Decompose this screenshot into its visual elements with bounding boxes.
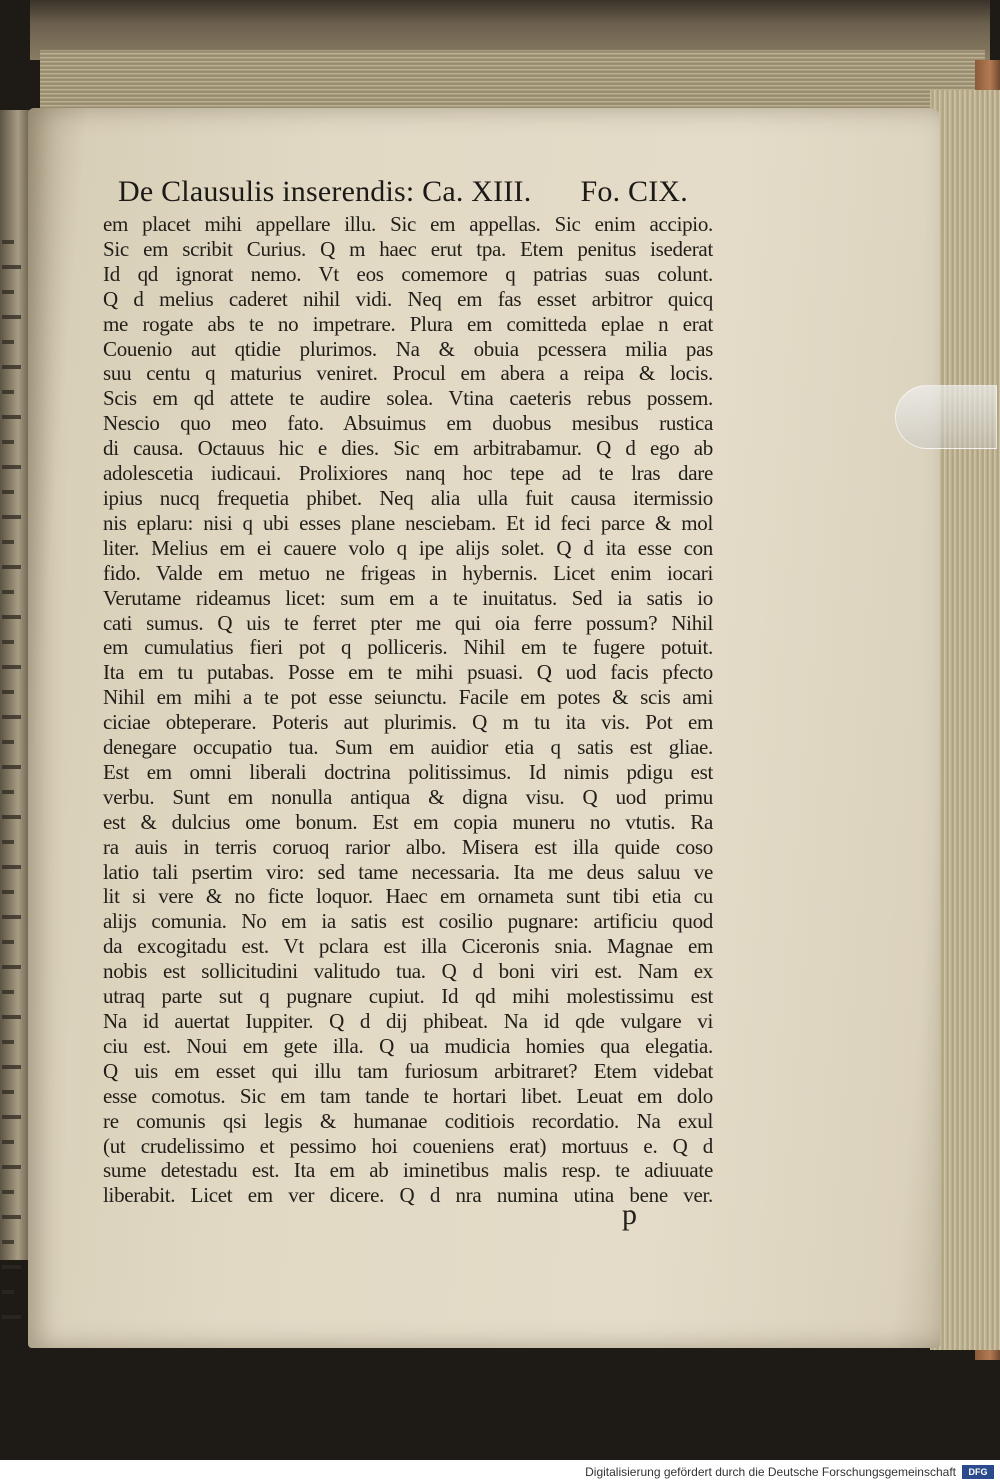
facing-text-fragment [2, 440, 14, 444]
facing-text-fragment [2, 1265, 21, 1269]
body-text [103, 212, 713, 1208]
text-line: Id qd ignorat nemo. Vt eos comemore q patrias suas colunt. [103, 261, 713, 286]
facing-text-fragment [2, 565, 21, 569]
page-clip [895, 385, 997, 449]
text-line: alijs comunia. No em ia satis est cosilio pugnare: artificiu quod [103, 909, 713, 934]
facing-page-edge [0, 110, 30, 1260]
text-line: cati sumus. Q uis te ferret pter me qui oia ferre possum? Nihil [103, 610, 713, 635]
facing-text-fragment [2, 1190, 14, 1194]
text-line: Na id auertat Iuppiter. Q d dij phibeat. Na id qde vulgare vi [103, 1009, 713, 1033]
footer-bar [0, 1460, 1000, 1483]
facing-text-fragment [2, 315, 21, 319]
text-line: re comunis qsi legis & humanae coditiois recordatio. Na exul [103, 1108, 713, 1133]
text-line: ciciae obteperare. Poteris aut plurimis. Q m tu ita vis. Pot em [103, 710, 713, 735]
text-line: liberabit. Licet em ver dicere. Q d nra numina utina bene ver. [103, 1183, 713, 1208]
facing-text-fragment [2, 1215, 21, 1219]
facing-text-fragment [2, 490, 14, 494]
facing-text-fragment [2, 265, 21, 269]
facing-text-fragment [2, 240, 14, 244]
facing-text-fragment [2, 690, 14, 694]
facing-text-fragment [2, 1115, 21, 1119]
text-line: Q uis em esset qui illu tam furiosum arbitraret? Etem videbat [103, 1058, 713, 1083]
facing-text-fragment [2, 665, 21, 669]
facing-text-fragment [2, 515, 21, 519]
signature-mark: p [622, 1198, 637, 1231]
text-line: est & dulcius ome bonum. Est em copia muneru no vtutis. Ra [103, 809, 713, 834]
dfg-logo: DFG [962, 1465, 994, 1479]
text-line: (ut crudelissimo et pessimo hoi coueniens erat) mortuus e. Q d [103, 1133, 713, 1158]
facing-text-fragment [2, 765, 21, 769]
facing-text-fragment [2, 365, 21, 369]
text-line: di causa. Octauus hic e dies. Sic em arbitrabamur. Q d ego ab [103, 436, 713, 461]
facing-text-fragment [2, 540, 14, 544]
facing-text-fragment [2, 890, 14, 894]
facing-text-fragment [2, 290, 14, 294]
facing-text-fragment [2, 1015, 21, 1019]
text-line: nis eplaru: nisi q ubi esses plane nesciebam. Et id feci parce & mol [103, 510, 713, 535]
text-line: adolescetia iudicaui. Prolixiores nanq hoc tepe ad te lras dare [103, 461, 713, 486]
facing-text-fragment [2, 1165, 21, 1169]
text-line: em cumulatius fieri pot q polliceris. Nihil em te fugere potuit. [103, 635, 713, 660]
text-line: nobis est sollicitudini valitudo tua. Q d boni viri est. Nam ex [103, 959, 713, 984]
text-line: Nihil em mihi a te pot esse seiunctu. Facile em potes & scis ami [103, 685, 713, 710]
facing-text-fragment [2, 1065, 21, 1069]
facing-text-fragment [2, 1290, 14, 1294]
facing-text-fragment [2, 640, 14, 644]
footer-credit: Digitalisierung gefördert durch die Deutsche Forschungsgemeinschaft [585, 1464, 956, 1479]
text-line: Verutame rideamus licet: sum em a te inuitatus. Sed ia satis io [103, 585, 713, 610]
facing-text-fragment [2, 1140, 14, 1144]
text-line: em placet mihi appellare illu. Sic em appellas. Sic enim accipio. [103, 212, 713, 236]
facing-text-fragment [2, 465, 21, 469]
header-folio-number: Fo. CIX. [580, 175, 688, 208]
text-line: Couenio aut qtidie plurimos. Na & obuia pcessera milia pas [103, 336, 713, 361]
text-line: suu centu q maturius veniret. Procul em abera a reipa & locis. [103, 361, 713, 386]
running-header [118, 175, 688, 215]
text-line: utraq parte sut q pugnare cupiut. Id qd mihi molestissimu est [103, 984, 713, 1009]
text-line: Ita em tu putabas. Posse em te mihi psuasi. Q uod facis pfecto [103, 660, 713, 685]
facing-text-fragment [2, 415, 21, 419]
text-line: Nescio quo meo fato. Absuimus em duobus mesibus rustica [103, 411, 713, 436]
facing-text-fragment [2, 915, 21, 919]
text-line: Sic em scribit Curius. Q m haec erut tpa. Etem penitus isederat [103, 236, 713, 261]
text-line: Q d melius caderet nihil vidi. Neq em fas esset arbitror quicq [103, 286, 713, 311]
text-line: verbu. Sunt em nonulla antiqua & digna visu. Q uod primu [103, 784, 713, 809]
text-line: Est em omni liberali doctrina politissimus. Id nimis pdigu est [103, 759, 713, 784]
facing-text-fragment [2, 740, 14, 744]
text-line: ra auis in terris coruoq rarior albo. Misera est illa quide coso [103, 834, 713, 859]
text-line: Scis em qd attete te audire solea. Vtina caeteris rebus possem. [103, 386, 713, 411]
text-line: latio tali psertim viro: sed tame necessaria. Ita me deus saluu ve [103, 859, 713, 884]
facing-page-text-fragments [2, 240, 28, 1340]
facing-text-fragment [2, 715, 21, 719]
facing-text-fragment [2, 1315, 21, 1319]
facing-text-fragment [2, 390, 14, 394]
facing-text-fragment [2, 1240, 14, 1244]
text-line: me rogate abs te no impetrare. Plura em comitteda eplae n erat [103, 311, 713, 336]
text-line: lit si vere & no ficte loquor. Haec em ornameta sunt tibi etia cu [103, 884, 713, 909]
text-line: fido. Valde em metuo ne frigeas in hybernis. Licet enim iocari [103, 560, 713, 585]
text-line: sume detestadu est. Ita em ab iminetibus malis resp. te adiuuate [103, 1158, 713, 1183]
text-line: ciu est. Noui em gete illa. Q ua mudicia homies qua elegatia. [103, 1033, 713, 1058]
facing-text-fragment [2, 990, 14, 994]
facing-text-fragment [2, 815, 21, 819]
facing-text-fragment [2, 965, 21, 969]
facing-text-fragment [2, 590, 14, 594]
text-line: esse comotus. Sic em tam tande te hortari libet. Leuat em dolo [103, 1083, 713, 1108]
facing-text-fragment [2, 790, 14, 794]
facing-text-fragment [2, 940, 14, 944]
text-line: liter. Melius em ei cauere volo q ipe alijs solet. Q d ita esse con [103, 535, 713, 560]
page-fore-edge [930, 90, 1000, 1350]
text-line: ipius nucq frequetia phibet. Neq alia ulla fuit causa itermissio [103, 485, 713, 510]
text-line: da excogitadu est. Vt pclara est illa Ciceronis snia. Magnae em [103, 934, 713, 959]
text-line: denegare occupatio tua. Sum em auidior etia q satis est gliae. [103, 735, 713, 760]
facing-text-fragment [2, 615, 21, 619]
facing-text-fragment [2, 340, 14, 344]
header-chapter-title: De Clausulis inserendis: Ca. XIII. [118, 175, 532, 208]
facing-text-fragment [2, 1090, 14, 1094]
facing-text-fragment [2, 1040, 14, 1044]
facing-text-fragment [2, 840, 14, 844]
facing-text-fragment [2, 865, 21, 869]
